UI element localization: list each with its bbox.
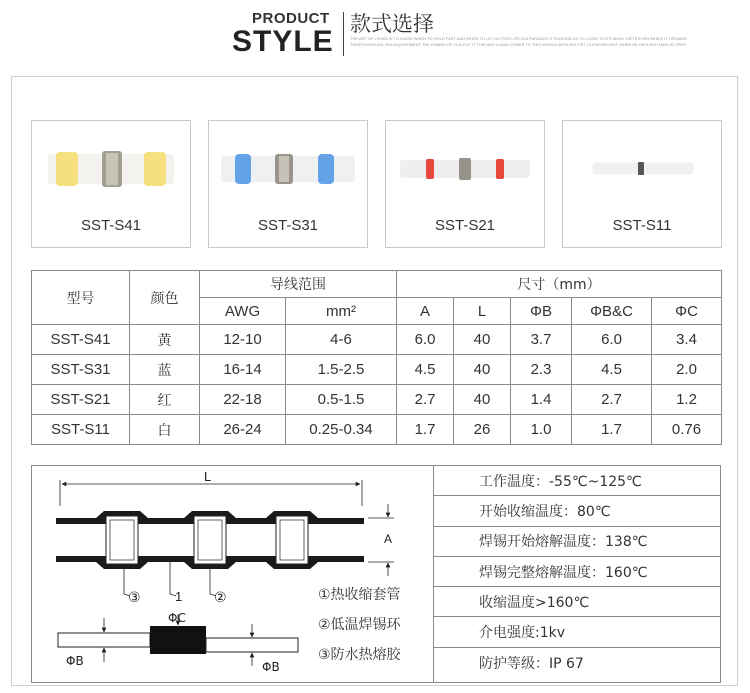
legend-item: ②低温焊锡环: [318, 617, 401, 633]
header-phibc: ΦB&C: [572, 298, 652, 325]
label-part-3: ③: [128, 590, 141, 606]
header-style: STYLE: [232, 25, 334, 58]
legend-item: ①热收缩套管: [318, 587, 401, 603]
page-header: [0, 0, 750, 62]
cell-model: SST-S21: [32, 385, 130, 415]
cell-mm2: 4-6: [286, 325, 397, 355]
table-row: [32, 415, 722, 445]
cell-a: 6.0: [397, 325, 454, 355]
header-fine-print: THE ART OF LIVING IS TO KNOW WHEN TO HOLD FAST AND WHEN TO LET GO FOR LIFE IS A PARADOX IT ENJOINS US TO CLING TO ITS MANY GIFTS EVEN WHILE IT ORDAINS THEIR EVENTUAL RELINQUISHMENT THE RABBIS OF OLD PUT IT THIS WAY A MAN COMES TO THIS WORLD WITH HIS FIST CLENCHED BUT WHEN HE DIES HIS HAND IS OPEN: [350, 36, 687, 47]
cell-model: SST-S31: [32, 355, 130, 385]
cell-l: 40: [454, 325, 511, 355]
cell-color: 白: [130, 415, 200, 445]
cell-phib: 3.7: [511, 325, 572, 355]
cell-mm2: 0.5-1.5: [286, 385, 397, 415]
diagram-panel: [31, 465, 721, 683]
header-l: L: [454, 298, 511, 325]
product-image-s11: [567, 124, 717, 214]
property-item: 介电强度:1kv: [434, 617, 720, 647]
cell-a: 2.7: [397, 385, 454, 415]
property-item: 防护等级：IP 67: [479, 655, 584, 672]
cell-l: 26: [454, 415, 511, 445]
table-header-row: [32, 271, 722, 298]
header-product: PRODUCT: [252, 10, 330, 27]
legend-item: ③防水热熔胶: [318, 647, 401, 663]
cell-l: 40: [454, 355, 511, 385]
product-image-s31: [213, 124, 363, 214]
label-a: A: [384, 532, 393, 546]
product-card-s31: [208, 120, 368, 248]
product-image-s21: [390, 124, 540, 214]
cell-phic: 0.76: [652, 415, 722, 445]
spec-table: [31, 270, 722, 445]
cell-phibc: 6.0: [572, 325, 652, 355]
header-awg: AWG: [200, 298, 286, 325]
cell-mm2: 0.25-0.34: [286, 415, 397, 445]
table-row: [32, 385, 722, 415]
label-phib-left: ΦB: [66, 654, 84, 668]
cell-awg: 22-18: [200, 385, 286, 415]
cell-a: 1.7: [397, 415, 454, 445]
product-card-s11: [562, 120, 722, 248]
cell-awg: 16-14: [200, 355, 286, 385]
product-label: SST-S11: [612, 217, 672, 234]
property-item: 工作温度：-55℃~125℃: [434, 466, 720, 496]
property-item: 开始收缩温度：80℃: [434, 496, 720, 526]
cell-color: 黄: [130, 325, 200, 355]
cell-mm2: 1.5-2.5: [286, 355, 397, 385]
cell-phibc: 2.7: [572, 385, 652, 415]
header-title-cn: 款式选择: [350, 12, 434, 36]
header-phic: ΦC: [652, 298, 722, 325]
cell-model: SST-S41: [32, 325, 130, 355]
header-wire-range: 导线范围: [200, 271, 397, 298]
header-phib: ΦB: [511, 298, 572, 325]
property-item: 焊锡开始熔解温度：138℃: [434, 527, 720, 557]
table-row: [32, 355, 722, 385]
cell-l: 40: [454, 385, 511, 415]
label-phib-right: ΦB: [262, 660, 280, 674]
label-l: L: [204, 469, 212, 484]
cell-awg: 26-24: [200, 415, 286, 445]
label-part-2: ②: [214, 590, 227, 606]
cell-color: 蓝: [130, 355, 200, 385]
cell-color: 红: [130, 385, 200, 415]
cell-phibc: 1.7: [572, 415, 652, 445]
product-card-s41: [31, 120, 191, 248]
property-item: 焊锡完整熔解温度：160℃: [434, 557, 720, 587]
cell-phib: 1.4: [511, 385, 572, 415]
cell-a: 4.5: [397, 355, 454, 385]
label-phic: ΦC: [168, 611, 186, 625]
header-mm2: mm²: [286, 298, 397, 325]
header-model: 型号: [32, 271, 130, 325]
cell-phibc: 4.5: [572, 355, 652, 385]
header-size: 尺寸（mm）: [397, 271, 722, 298]
cell-awg: 12-10: [200, 325, 286, 355]
header-a: A: [397, 298, 454, 325]
product-label: SST-S31: [257, 217, 319, 234]
cell-phib: 1.0: [511, 415, 572, 445]
product-label: SST-S41: [80, 217, 142, 234]
header-divider: [343, 12, 344, 56]
label-part-1: 1: [175, 589, 183, 604]
properties-list: [434, 466, 720, 678]
product-label: SST-S21: [434, 217, 496, 234]
header-color: 颜色: [130, 271, 200, 325]
cell-phic: 2.0: [652, 355, 722, 385]
property-item: 收缩温度>160℃: [434, 587, 720, 617]
table-row: [32, 325, 722, 355]
cell-phic: 3.4: [652, 325, 722, 355]
product-image-s41: [36, 124, 186, 214]
cell-model: SST-S11: [32, 415, 130, 445]
product-card-s21: [385, 120, 545, 248]
cell-phic: 1.2: [652, 385, 722, 415]
cell-phib: 2.3: [511, 355, 572, 385]
